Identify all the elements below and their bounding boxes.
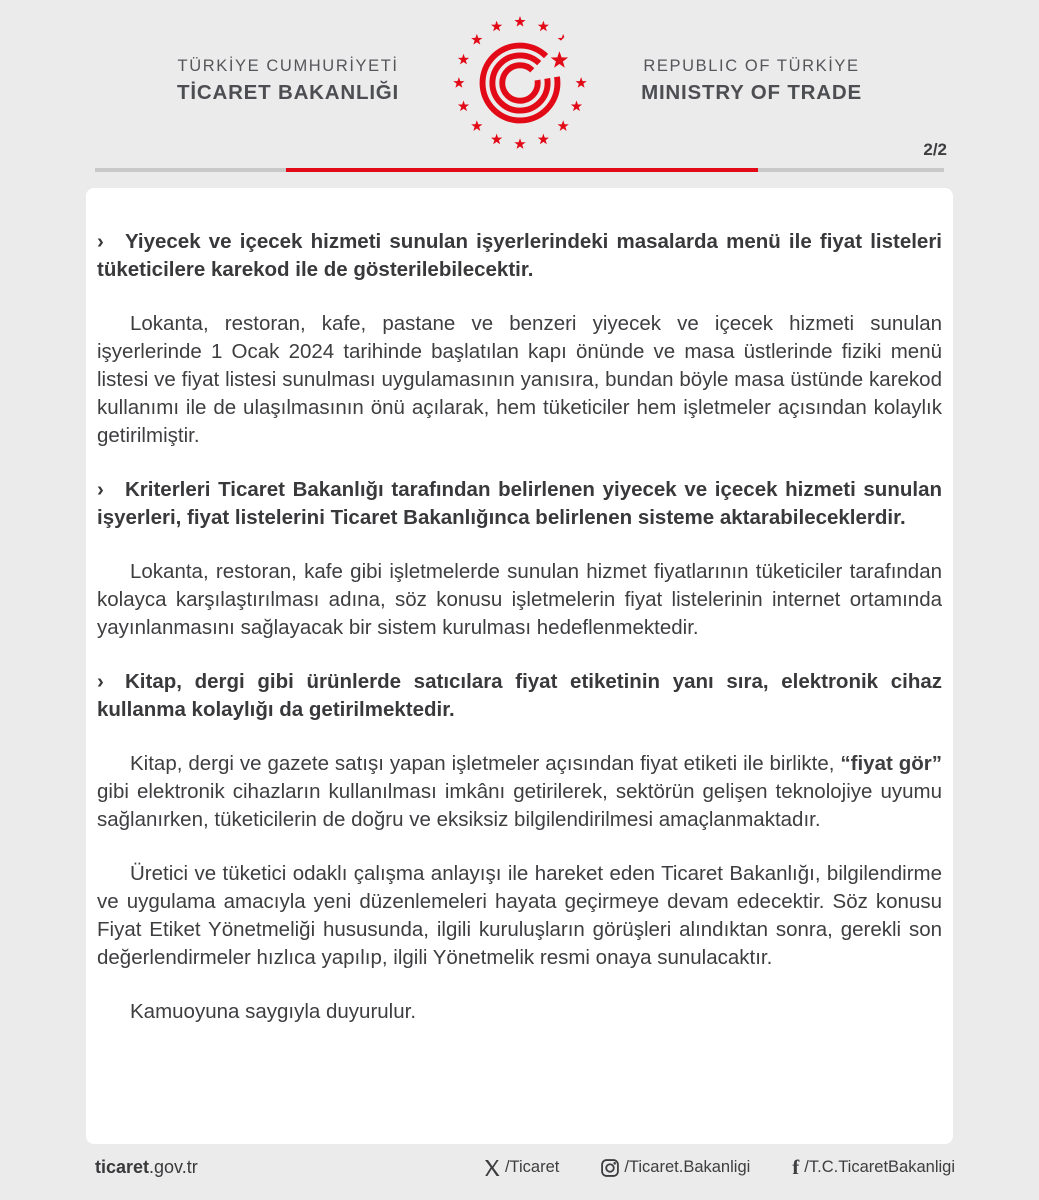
instagram-icon: [601, 1159, 619, 1177]
website-bold-part: ticaret: [95, 1157, 150, 1177]
heading-bullet: ›: [97, 670, 104, 693]
heading-bullet: ›: [97, 478, 104, 501]
divider-red-segment: [286, 168, 758, 172]
facebook-link[interactable]: [792, 1157, 955, 1178]
ministry-name-en-line1: REPUBLIC OF TÜRKİYE: [643, 57, 860, 75]
section-heading-3: [97, 668, 942, 724]
header: [0, 0, 1039, 162]
x-icon: [484, 1160, 500, 1176]
paragraph-2: Lokanta, restoran, kafe gibi işletmelerde sunulan hizmet fiyatlarının tüketiciler tarafından kolayca karşılaştırılması adına, söz konusu işletmelerin fiyat listelerinin internet ortamında yayınlanmasını sağlayacak bir sistem kurulması hedeflenmektedir.: [97, 560, 942, 639]
section-heading-3-text: Kitap, dergi gibi ürünlerde satıcılara fiyat etiketinin yanı sıra, elektronik cihaz kullanma kolaylığı da getirilmektedir.: [97, 670, 942, 721]
section-heading-2-text: Kriterleri Ticaret Bakanlığı tarafından belirlenen yiyecek ve içecek hizmeti sunulan işyerleri, fiyat listelerini Ticaret Bakanlığınca belirlenen sisteme aktarabileceklerdir.: [97, 478, 942, 529]
ministry-name-tr-line1: TÜRKİYE CUMHURİYETİ: [177, 57, 399, 75]
facebook-handle: /T.C.TicaretBakanligi: [804, 1158, 955, 1176]
section-heading-1-text: Yiyecek ve içecek hizmeti sunulan işyerlerindeki masalarda menü ile fiyat listeleri tüketicilere karekod ile de gösterilebilecektir.: [97, 230, 942, 281]
content-card: [86, 188, 953, 1144]
paragraph-4: Üretici ve tüketici odaklı çalışma anlayışı ile hareket eden Ticaret Bakanlığı, bilgilendirme ve uygulama amacıyla yeni düzenlemeleri hayata geçirmeye devam edecektir. Söz konusu Fiyat Etiket Yönetmeliği hususunda, ilgili kuruluşların görüşleri alındıktan sonra, gerekli son değerlendirmeler hızlıca yapılıp, ilgili Yönetmelik resmi onaya sunulacaktır.: [97, 862, 942, 969]
ministry-name-tr-line2: TİCARET BAKANLIĞI: [177, 81, 400, 104]
ministry-name-en-line2: MINISTRY OF TRADE: [641, 81, 862, 104]
x-handle: /Ticaret: [504, 1158, 560, 1176]
social-links: [484, 1157, 955, 1178]
instagram-link[interactable]: [601, 1158, 750, 1177]
ministry-of-trade-logo: [451, 14, 589, 152]
page-indicator: 2/2: [923, 140, 947, 159]
paragraph-1: Lokanta, restoran, kafe, pastane ve benzeri yiyecek ve içecek hizmeti sunulan işyerlerinde 1 Ocak 2024 tarihinde başlatılan kapı önünde ve masa üstlerinde fiziki menü listesi ve fiyat listesi sunulması uygulamasının yanısıra, bundan böyle masa üstünde karekod kullanımı ile de ulaşılmasının önü açılarak, hem tüketiciler hem işletmeler açısından kolaylık getirilmiştir.: [97, 312, 942, 447]
closing-line: Kamuoyuna saygıyla duyurulur.: [130, 1000, 417, 1023]
paragraph-3-run-2-bold: “fiyat gör”: [840, 752, 942, 775]
divider-line: [95, 168, 944, 172]
footer: [0, 1143, 1039, 1200]
ministry-name-turkish: [177, 57, 399, 105]
ministry-name-english: [641, 57, 862, 105]
paragraph-3-run-1: Kitap, dergi ve gazete satışı yapan işletmeler açısından fiyat etiketi ile birlikte,: [130, 752, 841, 775]
section-heading-1: [97, 228, 942, 284]
heading-bullet: ›: [97, 230, 104, 253]
ministry-emblem-icon: [451, 14, 589, 152]
website-link[interactable]: [95, 1157, 198, 1178]
facebook-icon: f: [792, 1155, 800, 1179]
instagram-handle: /Ticaret.Bakanligi: [624, 1158, 751, 1176]
x-twitter-link[interactable]: [484, 1158, 559, 1177]
paragraph-3-run-3: gibi elektronik cihazların kullanılması imkânı getirilerek, sektörün gelişen teknolojiye uyumu sağlanırken, tüketicilerin de doğru ve eksiksiz bilgilendirilmesi amaçlanmaktadır.: [97, 780, 942, 831]
section-heading-2: [97, 476, 942, 532]
paragraph-3: [97, 750, 942, 834]
website-rest-part: .gov.tr: [149, 1157, 198, 1177]
